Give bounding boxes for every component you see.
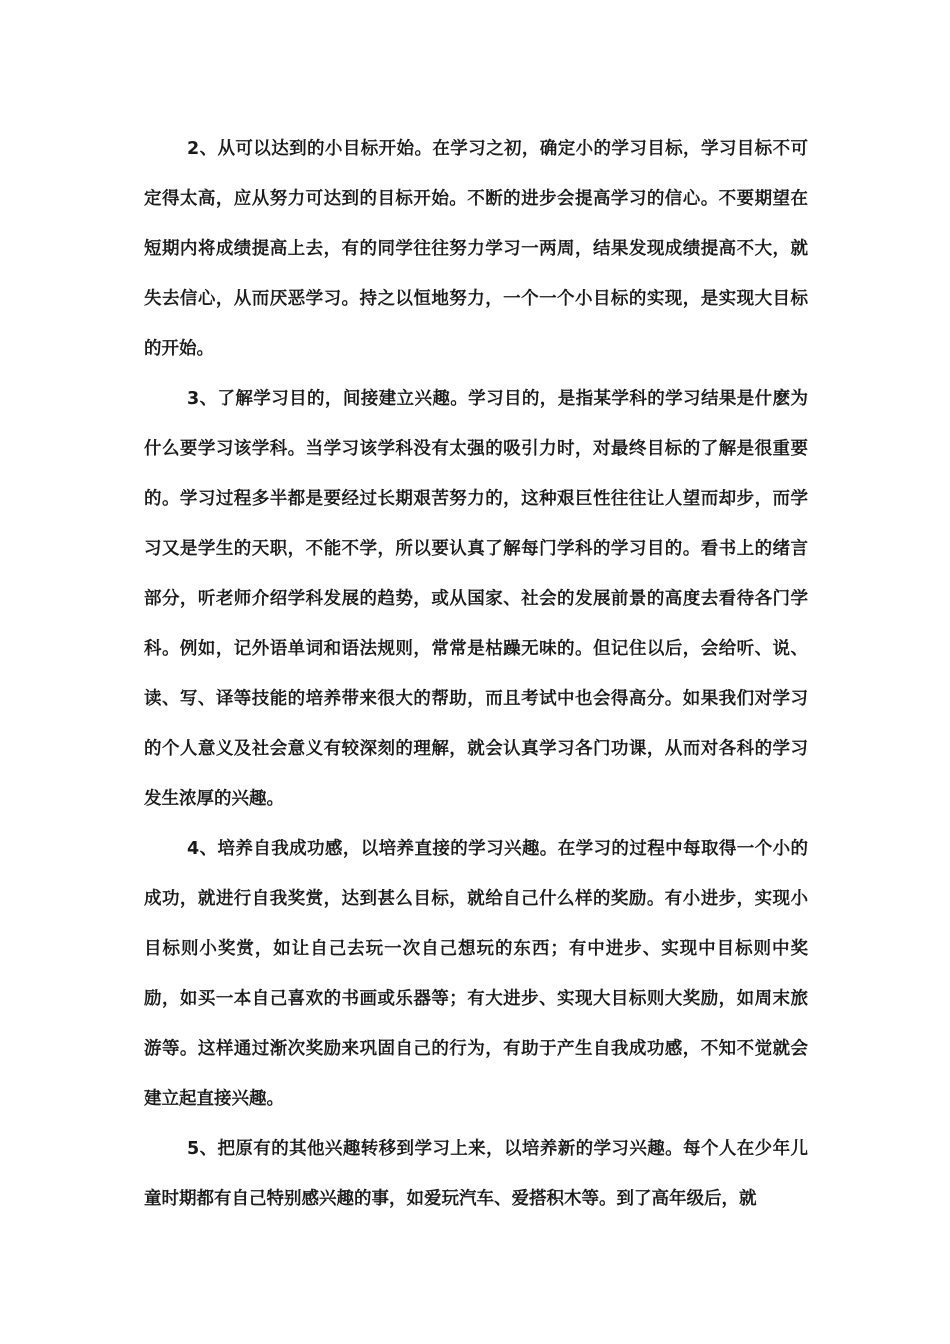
- document-body: [144, 124, 808, 1224]
- paragraph-5: 5、把原有的其他兴趣转移到学习上来，以培养新的学习兴趣。每个人在少年儿童时期都有自己特别感兴趣的事，如爱玩汽车、爱搭积木等。到了高年级后，就: [144, 1139, 808, 1209]
- paragraph-3: 3、了解学习目的，间接建立兴趣。学习目的，是指某学科的学习结果是什麽为什么要学习该学科。当学习该学科没有太强的吸引力时，对最终目标的了解是很重要的。学习过程多半都是要经过长期艰苦努力的，这种艰巨性往往让人望而却步，而学习又是学生的天职，不能不学，所以要认真了解每门学科的学习目的。看书上的绪言部分，听老师介绍学科发展的趋势，或从国家、社会的发展前景的高度去看待各门学科。例如，记外语单词和语法规则，常常是枯躁无味的。但记住以后，会给听、说、读、写、译等技能的培养带来很大的帮助，而且考试中也会得高分。如果我们对学习的个人意义及社会意义有较深刻的理解，就会认真学习各门功课，从而对各科的学习发生浓厚的兴趣。: [144, 389, 808, 809]
- paragraph-4: 4、培养自我成功感，以培养直接的学习兴趣。在学习的过程中每取得一个小的成功，就进行自我奖赏，达到甚么目标，就给自己什么样的奖励。有小进步，实现小目标则小奖赏，如让自己去玩一次自己想玩的东西；有中进步、实现中目标则中奖励，如买一本自己喜欢的书画或乐器等；有大进步、实现大目标则大奖励，如周末旅游等。这样通过渐次奖励来巩固自己的行为，有助于产生自我成功感，不知不觉就会建立起直接兴趣。: [144, 839, 808, 1109]
- paragraph-2: 2、从可以达到的小目标开始。在学习之初，确定小的学习目标，学习目标不可定得太高，应从努力可达到的目标开始。不断的进步会提高学习的信心。不要期望在短期内将成绩提高上去，有的同学往往努力学习一两周，结果发现成绩提高不大，就失去信心，从而厌恶学习。持之以恒地努力，一个一个小目标的实现，是实现大目标的开始。: [144, 139, 808, 359]
